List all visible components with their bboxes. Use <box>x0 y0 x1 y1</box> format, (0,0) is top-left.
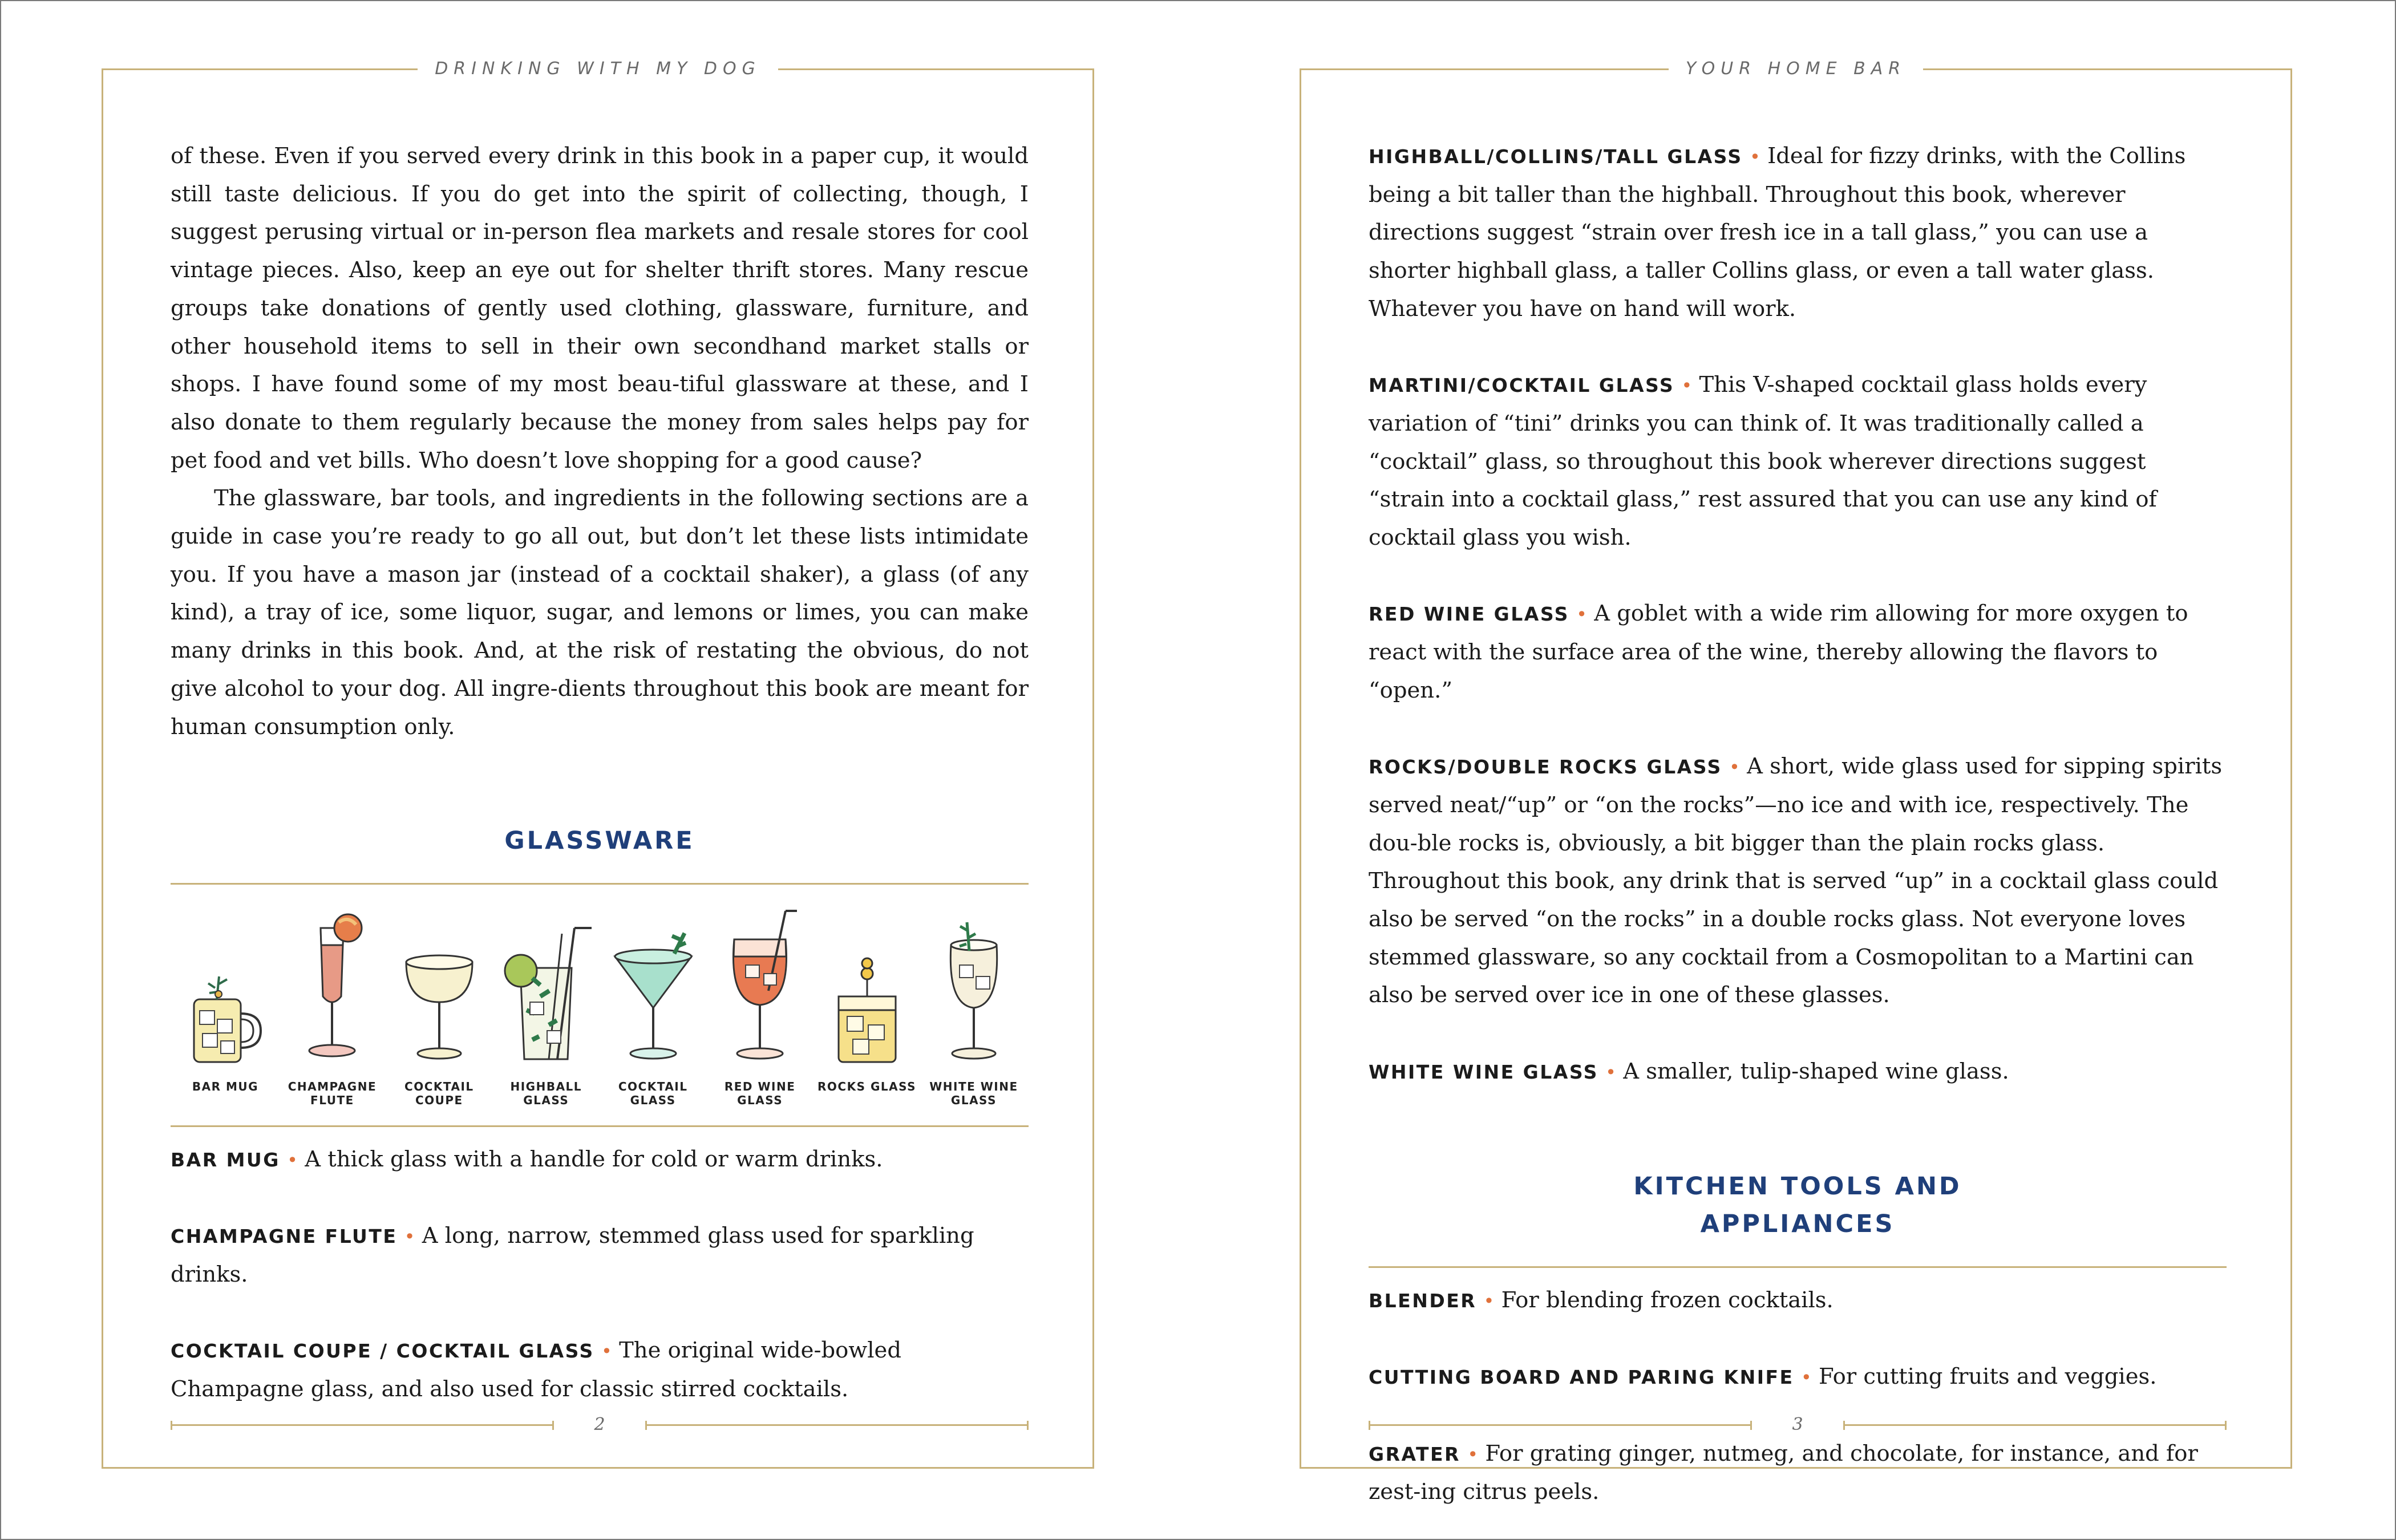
entry-text: Ideal for fizzy drinks, with the Collins being a bit taller than the highball. Throughout this book, wherever directions suggest “strain over fresh ice in a tall glass,” you can use a shorter highball glass, a taller Collins glass, or even a tall water glass. Whatever you have on hand will work. <box>1369 143 2186 322</box>
entry-text: For grating ginger, nutmeg, and chocolate, for instance, and for zest-ing citrus peels. <box>1369 1440 2198 1505</box>
entry-text: A thick glass with a handle for cold or warm drinks. <box>305 1146 883 1172</box>
entry-champagne-flute <box>171 1217 1029 1294</box>
heading-line: KITCHEN TOOLS AND <box>1633 1172 1962 1201</box>
white-wine-glass-icon <box>928 911 1019 1065</box>
intro-paragraph-2: The glassware, bar tools, and ingredients in the following sections are a guide in case you’re ready to go all out, but don’t let these lists intimidate you. If you have a mason jar (instead of a cocktail shaker), a glass (of any kind), a tray of ice, some liquor, sugar, and lemons or limes, you can make many drinks in this book. And, at the risk of restating the obvious, do not give alcohol to your dog. All ingre-dients throughout this book are meant for human consumption only. <box>171 485 1029 740</box>
glass-item-bar-mug <box>174 957 277 1107</box>
entry-term: HIGHBALL/COLLINS/TALL GLASS <box>1369 145 1743 168</box>
entry-rocks <box>1369 748 2227 1015</box>
glass-caption: RED WINE GLASS <box>724 1079 796 1107</box>
entry-text: The original wide-bowled Champagne glass, and also used for classic stirred cocktails. <box>171 1338 901 1403</box>
glass-caption: BAR MUG <box>192 1079 259 1093</box>
cocktail-glass-icon <box>605 922 702 1065</box>
glass-caption: HIGHBALL GLASS <box>510 1079 582 1107</box>
entry-term: CUTTING BOARD AND PARING KNIFE <box>1369 1366 1794 1389</box>
champagne-flute-icon <box>286 905 378 1065</box>
kitchen-tools-entries <box>1369 1282 2227 1511</box>
bullet-icon: • <box>1729 756 1740 779</box>
glass-caption: ROCKS GLASS <box>817 1079 917 1093</box>
right-folio <box>1369 1413 2227 1436</box>
entry-text: This V-shaped cocktail glass holds every variation of “tini” drinks you can think of. It was traditionally called a “cocktail” glass, so throughout this book wherever directions suggest “strain into a cocktail glass,” rest assured that you can use any kind of cocktail glass you wish. <box>1369 372 2157 551</box>
entry-martini <box>1369 366 2227 557</box>
entry-term: WHITE WINE GLASS <box>1369 1060 1598 1083</box>
entry-grater <box>1369 1435 2227 1511</box>
entry-term: RED WINE GLASS <box>1369 603 1569 626</box>
entry-term: CHAMPAGNE FLUTE <box>171 1225 398 1248</box>
entry-text: For blending frozen cocktails. <box>1501 1287 1834 1313</box>
entry-text: A long, narrow, stemmed glass used for sparkling drinks. <box>171 1223 974 1288</box>
left-content <box>171 137 1029 1409</box>
left-folio <box>171 1413 1029 1436</box>
red-wine-glass-icon <box>711 905 808 1065</box>
running-head <box>103 58 1092 83</box>
page-number: 3 <box>1792 1415 1803 1434</box>
intro-paragraph-1: of these. Even if you served every drink in this book in a paper cup, it would still taste delicious. If you do get into the spirit of collecting, though, I suggest perusing virtual or in-person flea markets and resale stores for cool vintage pieces. Also, keep an eye out for shelter thrift stores. Many rescue groups take donations of gently used clothing, glassware, furniture, and other household items to sell in their own secondhand market stalls or shops. I have found some of my most beau-tiful glassware at these, and I also donate to them regularly because the money from sales helps pay for pet food and vet bills. Who doesn’t love shopping for a good cause? <box>171 143 1029 473</box>
entry-term: BAR MUG <box>171 1148 280 1171</box>
folio-rule-right <box>1843 1424 2227 1426</box>
entry-cocktail-coupe <box>171 1332 1029 1408</box>
glassware-entries <box>171 1141 1029 1409</box>
glass-item-cocktail-glass <box>602 922 705 1107</box>
entry-term: ROCKS/DOUBLE ROCKS GLASS <box>1369 756 1722 779</box>
bullet-icon: • <box>1800 1367 1812 1389</box>
bar-mug-icon <box>180 957 271 1065</box>
bullet-icon: • <box>1749 146 1760 168</box>
running-head-text: YOUR HOME BAR <box>1669 59 1923 79</box>
kitchen-tools-heading <box>1369 1168 2227 1243</box>
glass-caption: WHITE WINE GLASS <box>929 1079 1018 1107</box>
running-head <box>1301 58 2290 83</box>
entry-white-wine <box>1369 1053 2227 1092</box>
entry-text: A smaller, tulip-shaped wine glass. <box>1623 1058 2009 1084</box>
glassware-heading: GLASSWARE <box>504 826 695 856</box>
heading-line: APPLIANCES <box>1700 1210 1895 1239</box>
glass-item-champagne-flute <box>281 905 383 1107</box>
bullet-icon: • <box>1467 1443 1479 1465</box>
bullet-icon: • <box>287 1149 298 1171</box>
highball-glass-icon <box>495 917 597 1065</box>
entry-blender <box>1369 1282 2227 1320</box>
glass-item-highball <box>495 917 597 1107</box>
bullet-icon: • <box>601 1340 612 1363</box>
entry-term: GRATER <box>1369 1442 1460 1465</box>
entry-term: COCKTAIL COUPE / COCKTAIL GLASS <box>171 1340 594 1363</box>
page-number: 2 <box>594 1415 605 1434</box>
right-page <box>1300 59 2292 1505</box>
right-content <box>1369 137 2227 1511</box>
glass-item-red-wine-glass <box>709 905 811 1107</box>
entry-text: A short, wide glass used for sipping spirits served neat/“up” or “on the rocks”—no ice and with ice, respectively. The dou-ble rocks is, obviously, a bit bigger than the plain rocks glass. Throughout this book, any drink that is served “up” in a cocktail glass could also be served “on the rocks” in a double rocks glass. Not everyone loves stemmed glassware, so any cocktail from a Cosmopolitan to a Martini can also be served over ice in one of these glasses. <box>1369 753 2223 1008</box>
entry-term: BLENDER <box>1369 1289 1477 1312</box>
glass-caption: COCKTAIL GLASS <box>618 1079 688 1107</box>
glass-caption: CHAMPAGNE FLUTE <box>288 1079 377 1107</box>
bullet-icon: • <box>404 1226 415 1248</box>
glass-item-white-wine-glass <box>922 911 1025 1107</box>
bullet-icon: • <box>1681 375 1693 397</box>
entry-text: A goblet with a wide rim allowing for more oxygen to react with the surface area of the wine, thereby allowing the flavors to “open.” <box>1369 601 2188 703</box>
entry-bar-mug <box>171 1141 1029 1180</box>
entry-term: MARTINI/COCKTAIL GLASS <box>1369 374 1675 397</box>
glassware-entries-continued <box>1369 137 2227 1092</box>
cocktail-coupe-icon <box>394 939 485 1065</box>
bullet-icon: • <box>1605 1061 1616 1083</box>
glass-item-cocktail-coupe <box>388 939 491 1107</box>
glass-caption: COCKTAIL COUPE <box>404 1079 474 1107</box>
glass-item-rocks-glass <box>816 951 918 1107</box>
folio-rule-right <box>645 1424 1029 1426</box>
running-head-text: DRINKING WITH MY DOG <box>418 59 778 79</box>
entry-highball <box>1369 137 2227 329</box>
bullet-icon: • <box>1483 1290 1495 1312</box>
left-page <box>102 59 1094 1469</box>
bullet-icon: • <box>1576 603 1587 626</box>
glassware-illustrations <box>171 885 1029 1107</box>
rocks-glass-icon <box>821 951 913 1065</box>
entry-text: For cutting fruits and veggies. <box>1818 1364 2157 1390</box>
entry-red-wine <box>1369 595 2227 710</box>
entry-cutting-board <box>1369 1358 2227 1397</box>
